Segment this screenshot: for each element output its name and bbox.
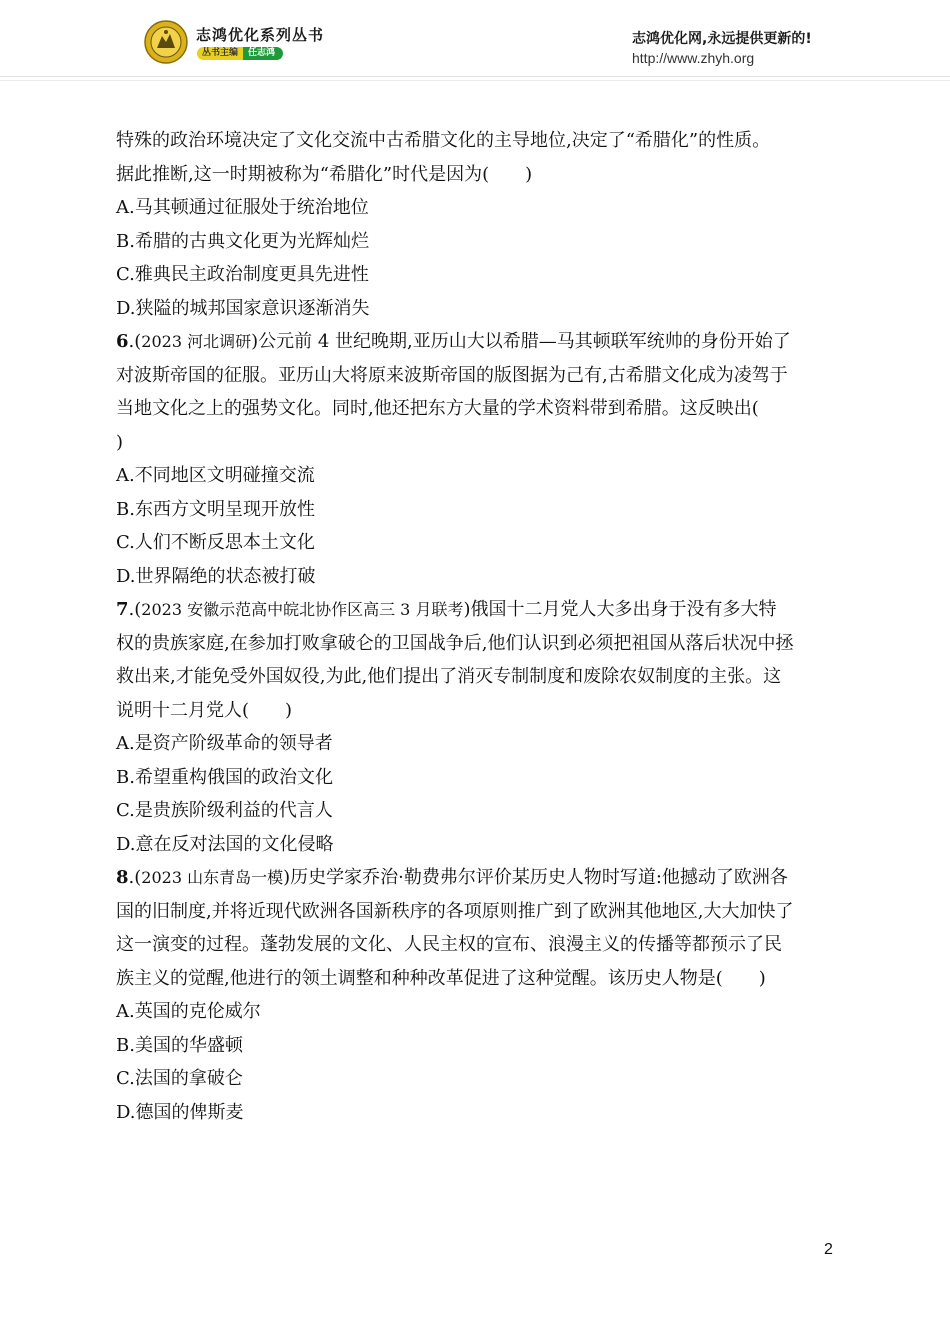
- q7-option-d: D.意在反对法国的文化侵略: [116, 833, 334, 855]
- editor-badge: [197, 47, 283, 60]
- q7-option-a: A.是资产阶级革命的领导者: [116, 733, 333, 754]
- header-divider: [0, 76, 950, 81]
- page-header: [0, 0, 950, 80]
- intro-line-1: 特殊的政治环境决定了文化交流中古希腊文化的主导地位,决定了“希腊化”的性质。: [116, 130, 771, 151]
- q8-option-c: C.法国的拿破仑: [116, 1068, 243, 1089]
- q7-stem-line-3: 救出来,才能免受外国奴役,为此,他们提出了消灭专制制度和废除农奴制度的主张。这: [116, 666, 782, 687]
- editor-label: 丛书主编: [197, 47, 243, 60]
- question-content: [116, 124, 836, 1129]
- q7-option-b: B.希望重构俄国的政治文化: [116, 766, 333, 788]
- q8-option-d: D.德国的俾斯麦: [116, 1101, 244, 1123]
- q5-option-a: A.马其顿通过征服处于统治地位: [116, 197, 369, 218]
- q6-option-a: A.不同地区文明碰撞交流: [116, 465, 315, 486]
- page-number: 2: [824, 1241, 833, 1258]
- q8-option-b: B.美国的华盛顿: [116, 1034, 243, 1056]
- q5-option-c: C.雅典民主政治制度更具先进性: [116, 264, 369, 285]
- q5-option-d: D.狭隘的城邦国家意识逐渐消失: [116, 297, 370, 319]
- q8-stem-line-3: 这一演变的过程。蓬勃发展的文化、人民主权的宣布、浪漫主义的传播等都预示了民: [116, 934, 782, 955]
- q8-stem-line-1: 8.(2023 山东青岛一模)历史学家乔治·勒费弗尔评价某历史人物时写道:他撼动了欧洲各: [116, 867, 788, 888]
- header-slogan: 志鸿优化网,永远提供更新的!: [632, 31, 812, 47]
- q6-stem-line-3: 当地文化之上的强势文化。同时,他还把东方大量的学术资料带到希腊。这反映出(: [116, 398, 759, 419]
- q7-stem-line-1: 7.(2023 安徽示范高中皖北协作区高三 3 月联考)俄国十二月党人大多出身于没有多大特: [116, 599, 777, 620]
- q7-source: 2023 安徽示范高中皖北协作区高三 3 月联考: [141, 600, 464, 619]
- intro-line-2: 据此推断,这一时期被称为“希腊化”时代是因为( ): [116, 163, 533, 185]
- seal-logo-icon: [144, 20, 188, 64]
- editor-name: 任志鸿: [243, 47, 283, 60]
- q6-option-d: D.世界隔绝的状态被打破: [116, 565, 316, 587]
- q6-option-b: B.东西方文明呈现开放性: [116, 498, 315, 520]
- brand-title: 志鸿优化系列丛书: [196, 26, 325, 44]
- q8-stem-line-2: 国的旧制度,并将近现代欧洲各国新秩序的各项原则推广到了欧洲其他地区,大大加快了: [116, 900, 794, 922]
- q6-stem-line-4: ): [116, 431, 124, 453]
- q6-number: 6: [116, 331, 129, 352]
- q6-option-c: C.人们不断反思本土文化: [116, 532, 315, 553]
- q8-stem-line-4: 族主义的觉醒,他进行的领土调整和种种改革促进了这种觉醒。该历史人物是( ): [116, 967, 766, 989]
- q7-option-c: C.是贵族阶级利益的代言人: [116, 800, 333, 821]
- q8-number: 8: [116, 867, 129, 888]
- q7-stem-line-4: 说明十二月党人( ): [116, 699, 293, 721]
- q7-number: 7: [116, 599, 129, 620]
- q8-source: 2023 山东青岛一模: [141, 868, 284, 887]
- q7-stem-line-2: 权的贵族家庭,在参加打败拿破仑的卫国战争后,他们认识到必须把祖国从落后状况中拯: [116, 632, 794, 654]
- q8-option-a: A.英国的克伦威尔: [116, 1001, 261, 1022]
- q6-stem-line-2: 对波斯帝国的征服。亚历山大将原来波斯帝国的版图据为己有,古希腊文化成为凌驾于: [116, 364, 788, 386]
- q6-stem-line-1: 6.(2023 河北调研)公元前 4 世纪晚期,亚历山大以希腊—马其顿联军统帅的身份开始了: [116, 331, 791, 352]
- q6-source: 2023 河北调研: [141, 332, 252, 351]
- header-url[interactable]: http://www.zhyh.org: [632, 50, 755, 66]
- q5-option-b: B.希腊的古典文化更为光辉灿烂: [116, 230, 369, 252]
